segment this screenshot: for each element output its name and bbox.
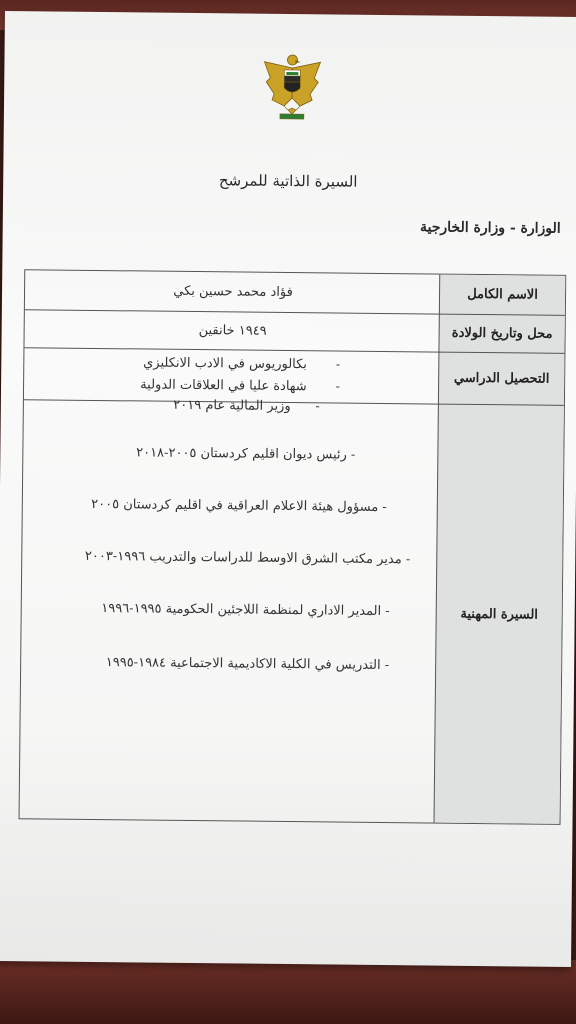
document-title: السيرة الذاتية للمرشح [218,171,358,191]
value-birth: ١٩٤٩ خانقين [24,310,440,352]
label-education: التحصيل الدراسي [439,353,565,406]
cv-table [19,269,567,825]
label-birth: محل وتاريخ الولادة [439,315,564,354]
label-full-name: الاسم الكامل [440,275,565,316]
value-career [20,397,440,822]
career-item: - رئيس ديوان اقليم كردستان ٢٠٠٥-٢٠١٨ [136,445,356,463]
label-column [434,275,566,824]
career-item: - وزير المالية عام ٢٠١٩ [173,397,320,415]
iraq-coat-of-arms-icon [260,48,325,129]
desk-background-bottom [0,960,576,1024]
label-career: السيرة المهنية [460,606,539,623]
career-item: - مدير مكتب الشرق الاوسط للدراسات والتدريب ١٩٩٦-٢٠٠٣ [84,548,411,568]
value-full-name: فؤاد محمد حسين بكي [25,270,441,314]
ministry-heading: الوزارة - وزارة الخارجية [419,219,561,237]
career-item: - المدير الاداري لمنظمة اللاجئين الحكومية ١٩٩٥-١٩٩٦ [101,601,390,620]
document-page [0,11,576,967]
career-item: - التدريس في الكلية الاكاديمية الاجتماعية ١٩٨٤-١٩٩٥ [105,655,390,674]
value-education [24,348,441,404]
career-item: - مسؤول هيئة الاعلام العراقية في اقليم كردستان ٢٠٠٥ [91,496,387,516]
education-item: - بكالوريوس في الادب الانكليزي [143,355,341,373]
education-item: - شهادة عليا في العلاقات الدولية [140,377,341,395]
